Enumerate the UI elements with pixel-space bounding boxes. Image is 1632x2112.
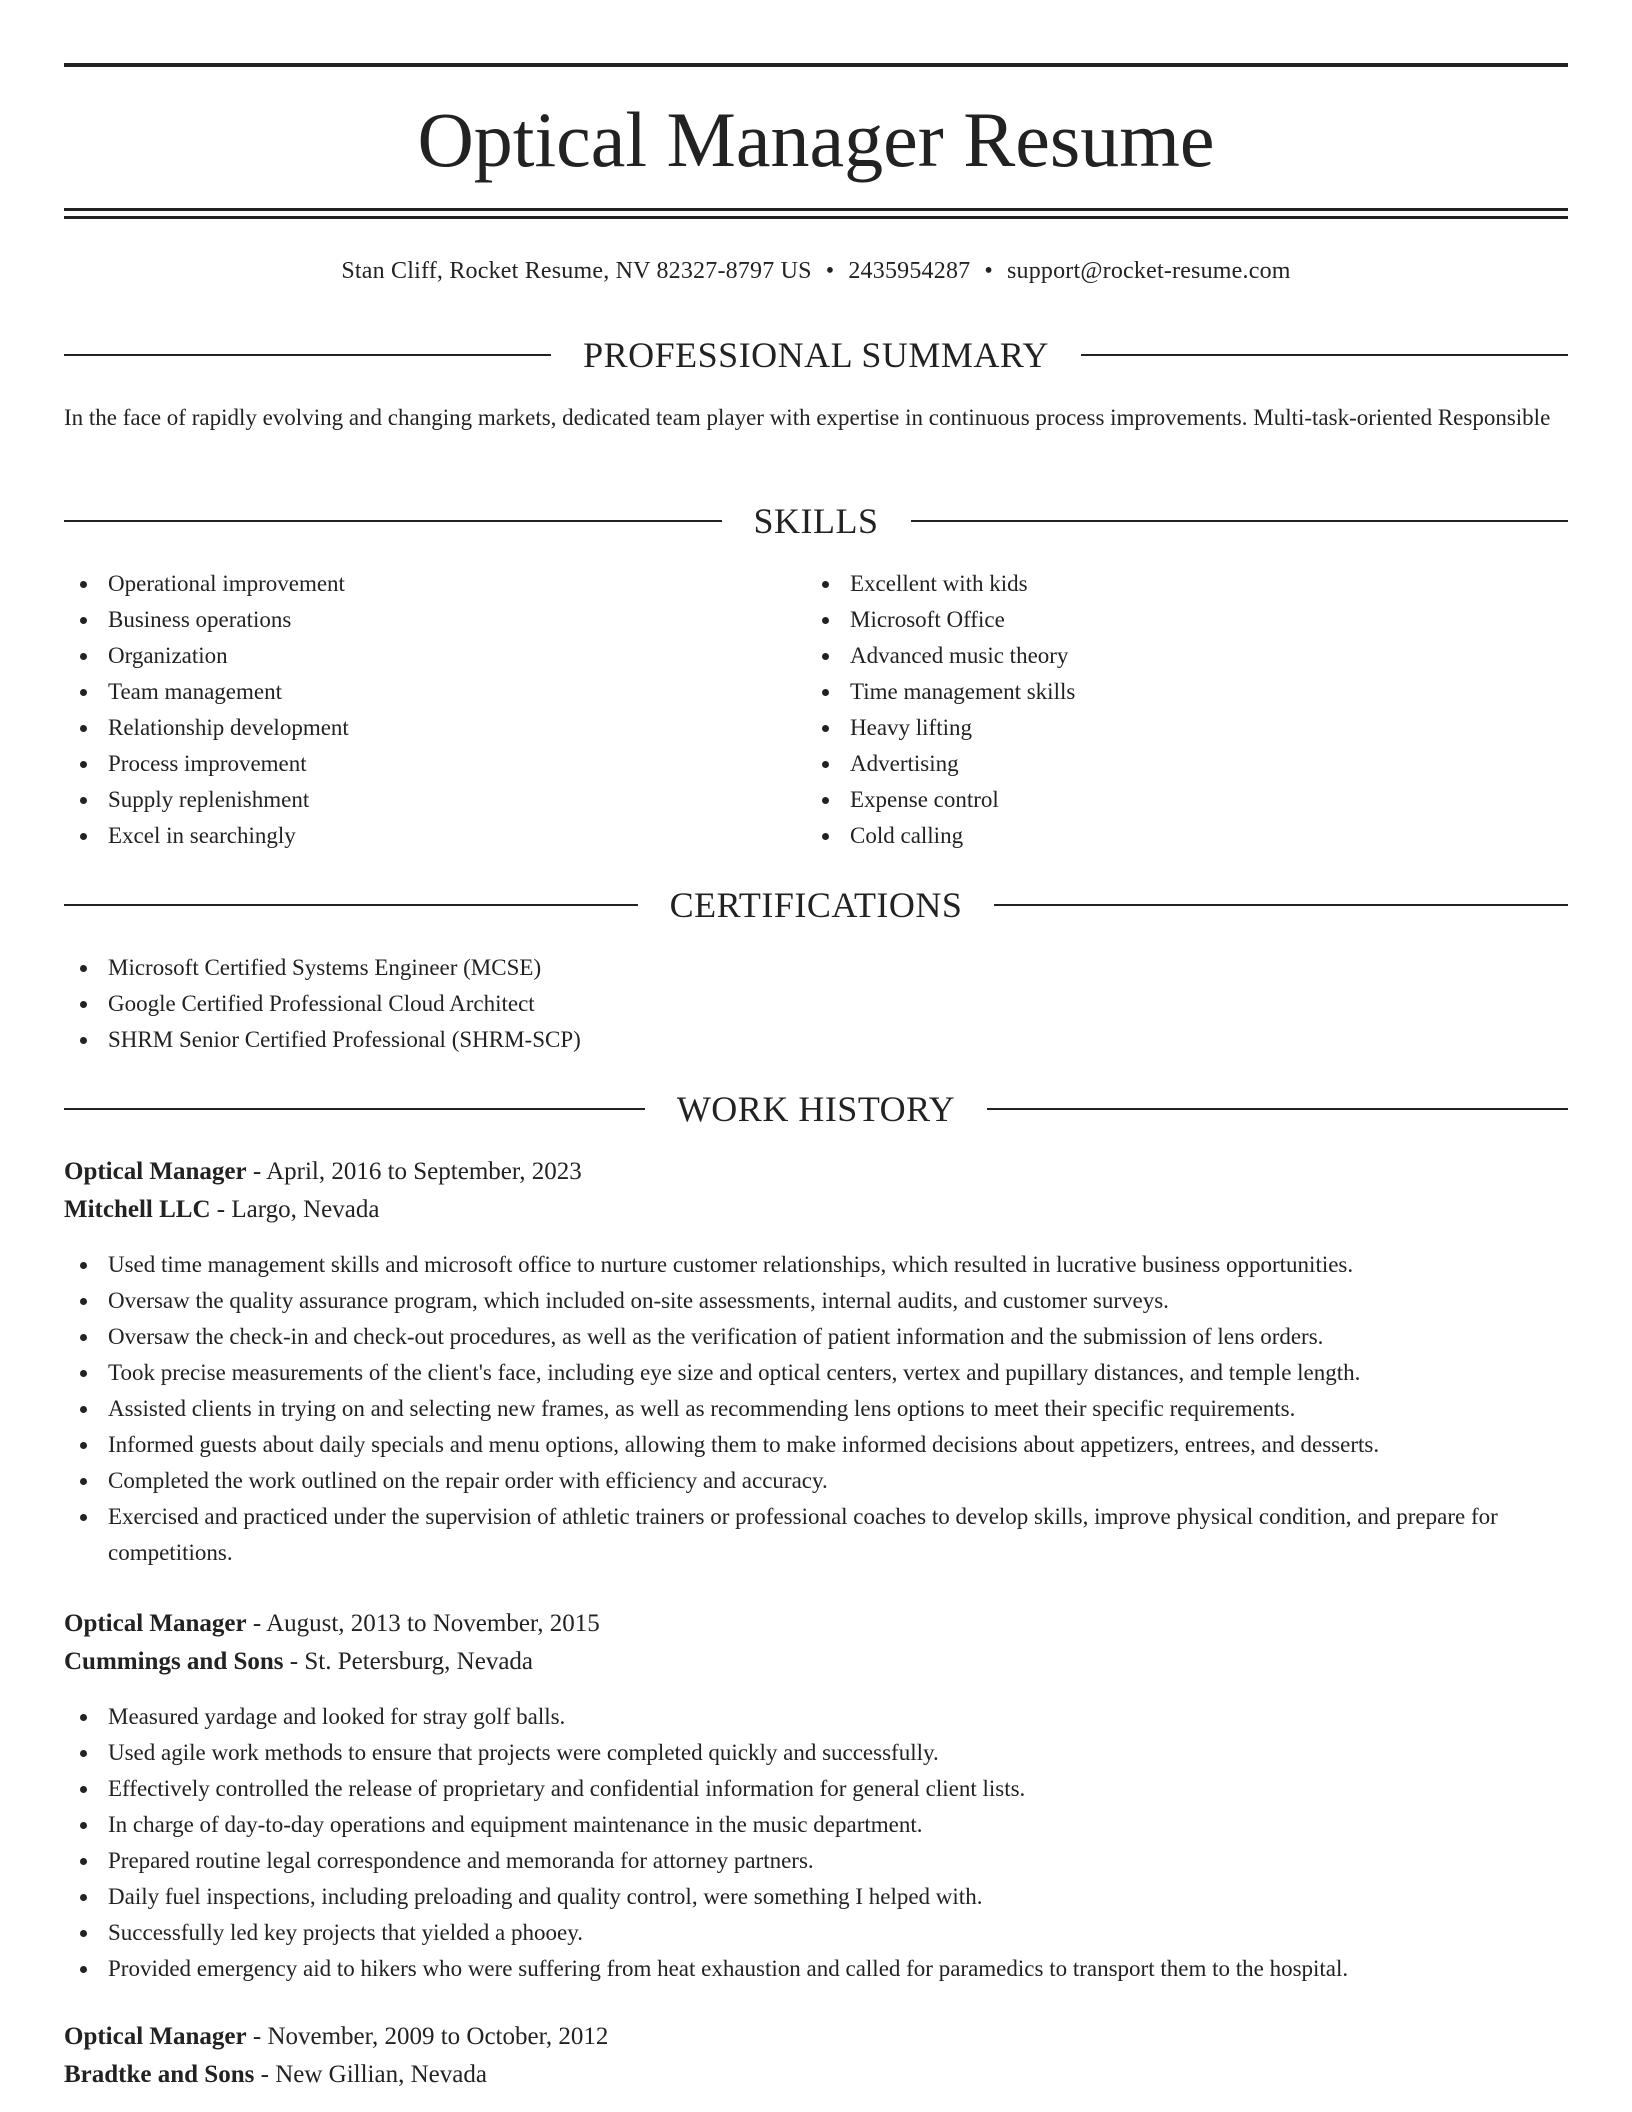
list-item-text: Oversaw the check-in and check-out procedures, as well as the verification of patient information and the submission of lens orders.: [108, 1324, 1324, 1349]
contact-separator: •: [825, 258, 835, 284]
job-title: Optical Manager: [64, 1610, 247, 1637]
contact-line: [64, 254, 1568, 288]
list-item-text: Successfully led key projects that yielded a phooey.: [108, 1920, 583, 1945]
list-item: [64, 710, 804, 746]
section-title: PROFESSIONAL SUMMARY: [583, 335, 1049, 375]
list-item: [64, 986, 1568, 1022]
list-item: [64, 1879, 1568, 1915]
bullet-icon: [822, 797, 829, 804]
list-item-text: Used agile work methods to ensure that projects were completed quickly and successfully.: [108, 1740, 939, 1765]
bullet-icon: [80, 1478, 87, 1485]
list-item-text: Cold calling: [850, 823, 964, 848]
bullet-icon: [822, 581, 829, 588]
bullet-icon: [80, 1750, 87, 1757]
heading-rule-right: [994, 904, 1568, 906]
bullet-icon: [80, 833, 87, 840]
bullet-icon: [80, 1262, 87, 1269]
list-item: [64, 1699, 1568, 1735]
bullet-icon: [80, 965, 87, 972]
list-item: [64, 782, 804, 818]
list-item: [64, 1499, 1568, 1571]
resume-title: Optical Manager Resume: [417, 96, 1215, 183]
list-item: [64, 746, 804, 782]
list-item-text: SHRM Senior Certified Professional (SHRM-SCP): [108, 1027, 581, 1052]
list-item-text: Microsoft Office: [850, 607, 1005, 632]
contact-email[interactable]: support@rocket-resume.com: [1006, 258, 1291, 284]
bullet-icon: [80, 1894, 87, 1901]
bullet-icon: [80, 581, 87, 588]
list-item-text: Heavy lifting: [850, 715, 972, 740]
contact-separator: •: [984, 258, 993, 284]
list-item-text: Google Certified Professional Cloud Architect: [108, 991, 535, 1016]
job-bullets: [64, 1247, 1568, 1571]
list-item: [64, 1283, 1568, 1319]
job-dates: November, 2009 to October, 2012: [267, 2023, 609, 2050]
list-item-text: Process improvement: [108, 751, 307, 776]
list-item: [64, 674, 804, 710]
job-bullets: [64, 1699, 1568, 1987]
bullet-icon: [80, 1822, 87, 1829]
list-item: [806, 818, 1546, 854]
list-item-text: Took precise measurements of the client's face, including eye size and optical centers, vertex and pupillary distances, and temple length.: [108, 1360, 1361, 1385]
section-title: CERTIFICATIONS: [669, 885, 963, 925]
job-company: Cummings and Sons: [64, 1648, 284, 1675]
bullet-icon: [80, 1858, 87, 1865]
job-title-line: Optical Manager - November, 2009 to October, 2012: [64, 2023, 609, 2050]
bullet-icon: [80, 653, 87, 660]
heading-rule-right: [1081, 354, 1568, 356]
skills-list-left: [64, 566, 804, 854]
list-item: [64, 1951, 1568, 1987]
bullet-icon: [80, 1370, 87, 1377]
job-title: Optical Manager: [64, 1158, 247, 1185]
skills-list-right: [806, 566, 1546, 854]
list-item-text: Supply replenishment: [108, 787, 310, 812]
list-item-text: Advanced music theory: [850, 643, 1069, 668]
list-item-text: Provided emergency aid to hikers who were suffering from heat exhaustion and called for paramedics to transport them to the hospital.: [108, 1956, 1349, 1981]
bullet-icon: [80, 1001, 87, 1008]
list-item: [64, 1735, 1568, 1771]
list-item: [64, 1915, 1568, 1951]
bullet-icon: [822, 653, 829, 660]
list-item-text: Daily fuel inspections, including preloading and quality control, were something I helped with.: [108, 1884, 983, 1909]
bullet-icon: [822, 689, 829, 696]
bullet-icon: [80, 1037, 87, 1044]
list-item-text: Assisted clients in trying on and selecting new frames, as well as recommending lens options to meet their specific requirements.: [108, 1396, 1296, 1421]
list-item: [64, 1355, 1568, 1391]
bullet-icon: [822, 761, 829, 768]
list-item: [64, 1022, 1568, 1058]
job-title-line: Optical Manager - April, 2016 to September, 2023: [64, 1158, 582, 1185]
certifications-list: [64, 950, 1568, 1058]
heading-rule-left: [64, 520, 722, 522]
bullet-icon: [80, 617, 87, 624]
job-location: Largo, Nevada: [231, 1196, 380, 1223]
list-item-text: Team management: [108, 679, 283, 704]
bullet-icon: [80, 1966, 87, 1973]
list-item-text: Oversaw the quality assurance program, which included on-site assessments, internal audits, and customer surveys.: [108, 1288, 1169, 1313]
list-item-text: Advertising: [850, 751, 959, 776]
list-item: [64, 1319, 1568, 1355]
list-item-text: Operational improvement: [108, 571, 345, 596]
list-item-text: Relationship development: [108, 715, 349, 740]
list-item: [64, 1391, 1568, 1427]
list-item: [806, 566, 1546, 602]
list-item-text: In charge of day-to-day operations and equipment maintenance in the music department.: [108, 1812, 923, 1837]
heading-rule-left: [64, 904, 638, 906]
list-item-text: Used time management skills and microsoft office to nurture customer relationships, which resulted in lucrative business opportunities.: [108, 1252, 1354, 1277]
title-rule-upper: [64, 208, 1568, 211]
list-item: [806, 710, 1546, 746]
list-item: [64, 1463, 1568, 1499]
list-item-text: Time management skills: [850, 679, 1076, 704]
list-item: [806, 674, 1546, 710]
bullet-icon: [822, 725, 829, 732]
job-dates: August, 2013 to November, 2015: [266, 1610, 600, 1637]
job-location: New Gillian, Nevada: [275, 2061, 487, 2088]
section-title: SKILLS: [753, 501, 879, 541]
list-item-text: Excel in searchingly: [108, 823, 296, 848]
bullet-icon: [80, 797, 87, 804]
list-item-text: Prepared routine legal correspondence and memoranda for attorney partners.: [108, 1848, 814, 1873]
list-item-text: Organization: [108, 643, 228, 668]
heading-rule-right: [987, 1108, 1568, 1110]
bullet-icon: [822, 617, 829, 624]
list-item: [806, 602, 1546, 638]
list-item: [64, 818, 804, 854]
bullet-icon: [80, 725, 87, 732]
bullet-icon: [80, 1442, 87, 1449]
list-item: [64, 602, 804, 638]
job-company: Mitchell LLC: [64, 1196, 211, 1223]
heading-rule-left: [64, 1108, 645, 1110]
bullet-icon: [80, 1930, 87, 1937]
section-heading-skills: [64, 499, 1568, 543]
list-item-text: Business operations: [108, 607, 292, 632]
bullet-icon: [80, 1786, 87, 1793]
list-item-text: Expense control: [850, 787, 999, 812]
list-item: [64, 1427, 1568, 1463]
list-item: [806, 746, 1546, 782]
section-title: WORK HISTORY: [676, 1089, 956, 1129]
heading-rule-right: [911, 520, 1569, 522]
bullet-icon: [80, 1714, 87, 1721]
section-heading-certifications: [64, 883, 1568, 927]
job-company-line: Mitchell LLC - Largo, Nevada: [64, 1196, 380, 1223]
list-item-text: Exercised and practiced under the supervision of athletic trainers or professional coaches to develop skills, improve physical condition, and prepare for competitions.: [108, 1504, 1498, 1565]
list-item: [806, 782, 1546, 818]
section-heading-summary: [64, 333, 1568, 377]
list-item: [806, 638, 1546, 674]
job-company-line: Bradtke and Sons - New Gillian, Nevada: [64, 2061, 487, 2088]
bullet-icon: [80, 1298, 87, 1305]
list-item: [64, 1807, 1568, 1843]
list-item-text: Effectively controlled the release of proprietary and confidential information for general client lists.: [108, 1776, 1026, 1801]
job-company: Bradtke and Sons: [64, 2061, 255, 2088]
list-item: [64, 1247, 1568, 1283]
list-item: [64, 1771, 1568, 1807]
list-item: [64, 638, 804, 674]
list-item-text: Completed the work outlined on the repair order with efficiency and accuracy.: [108, 1468, 828, 1493]
bullet-icon: [80, 761, 87, 768]
job-dates: April, 2016 to September, 2023: [266, 1158, 582, 1185]
list-item: [64, 950, 1568, 986]
list-item: [64, 566, 804, 602]
title-rule-lower: [64, 216, 1568, 219]
job-title: Optical Manager: [64, 2023, 247, 2050]
list-item-text: Measured yardage and looked for stray golf balls.: [108, 1704, 566, 1729]
list-item-text: Microsoft Certified Systems Engineer (MCSE): [108, 955, 542, 980]
section-heading-work-history: [64, 1087, 1568, 1131]
list-item: [64, 1843, 1568, 1879]
list-item-text: Excellent with kids: [850, 571, 1028, 596]
contact-address: Stan Cliff, Rocket Resume, NV 82327-8797 US: [341, 258, 812, 284]
job-location: St. Petersburg, Nevada: [304, 1648, 534, 1675]
heading-rule-left: [64, 354, 551, 356]
bullet-icon: [80, 1334, 87, 1341]
list-item-text: Informed guests about daily specials and menu options, allowing them to make informed decisions about appetizers, entrees, and desserts.: [108, 1432, 1380, 1457]
bullet-icon: [80, 1514, 87, 1521]
top-rule: [64, 63, 1568, 67]
contact-phone: 2435954287: [848, 258, 971, 284]
job-title-line: Optical Manager - August, 2013 to November, 2015: [64, 1610, 600, 1637]
bullet-icon: [80, 1406, 87, 1413]
bullet-icon: [80, 689, 87, 696]
bullet-icon: [822, 833, 829, 840]
job-company-line: Cummings and Sons - St. Petersburg, Nevada: [64, 1648, 534, 1675]
summary-text: In the face of rapidly evolving and changing markets, dedicated team player with expertise in continuous process improvements. Multi-task-oriented Responsible: [64, 405, 1551, 430]
